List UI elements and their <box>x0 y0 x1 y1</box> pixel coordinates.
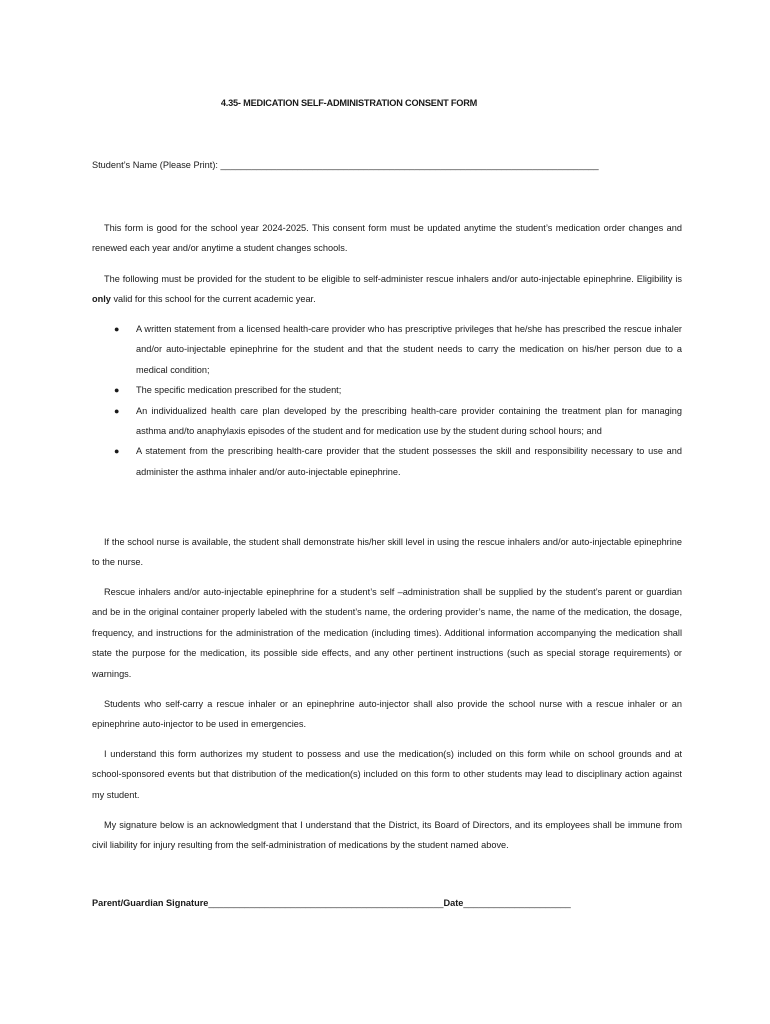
paragraph-authorization <box>92 744 682 805</box>
paragraph-supply-labeling <box>92 582 682 684</box>
bullet-icon: ● <box>114 405 120 416</box>
student-name-field[interactable]: __________________________________________________________________________ <box>220 160 599 170</box>
student-name-label: Student’s Name (Please Print): <box>92 160 218 170</box>
paragraph-eligibility-text-b: valid for this school for the current academic year. <box>110 294 316 305</box>
paragraph-nurse-demonstration-text: If the school nurse is available, the student shall demonstrate his/her skill level in using the rescue inhalers and/or auto-injectable epinephrine to the nurse. <box>92 537 682 568</box>
student-name-line <box>92 160 599 170</box>
paragraph-backup-inhaler <box>92 694 682 735</box>
paragraph-supply-labeling-text: Rescue inhalers and/or auto-injectable epinephrine for a student’s self –administration shall be supplied by the student’s parent or guardian and be in the original container properly labeled with the student’s name, the ordering provider’s name, the name of the medication, the dosage, frequency, and instructions for the administration of the medication (including times). Additional information accompanying the medication shall state the purpose for the medication, its possible side effects, and any other pertinent instructions (such as special storage requirements) or warnings. <box>92 587 682 679</box>
list-item <box>92 401 682 442</box>
paragraph-eligibility <box>92 269 682 310</box>
date-label: Date <box>443 898 464 908</box>
paragraph-authorization-text: I understand this form authorizes my student to possess and use the medication(s) included on this form while on school grounds and at school-sponsored events but that distribution of the medication(s) included on this form to other students may lead to disciplinary action against my student. <box>92 749 682 800</box>
signature-field[interactable]: ______________________________________________ <box>208 898 444 908</box>
paragraph-nurse-demonstration <box>92 532 682 573</box>
paragraph-liability-text: My signature below is an acknowledgment that I understand that the District, its Board of Directors, and its employees shall be immune from civil liability for injury resulting from the self-administration of medications by the student named above. <box>92 820 682 851</box>
paragraph-school-year <box>92 218 682 259</box>
paragraph-backup-inhaler-text: Students who self-carry a rescue inhaler or an epinephrine auto-injector shall also provide the school nurse with a rescue inhaler or an epinephrine auto-injector to be used in emergencies. <box>92 699 682 730</box>
list-item-text: A statement from the prescribing health-care provider that the student possesses the skill and responsibility necessary to use and administer the asthma inhaler and/or auto-injectable epinephrine. <box>136 446 682 477</box>
list-item-text: The specific medication prescribed for the student; <box>136 385 342 396</box>
requirements-list <box>92 319 682 482</box>
paragraph-school-year-text: This form is good for the school year 2024-2025. This consent form must be updated anytime the student’s medication order changes and renewed each year and/or anytime a student changes schools. <box>92 223 682 254</box>
list-item-text: An individualized health care plan developed by the prescribing health-care provider containing the treatment plan for managing asthma and/to anaphylaxis episodes of the student and for medication use by the student during school hours; and <box>136 405 682 437</box>
bullet-icon: ● <box>114 385 120 396</box>
list-item <box>92 319 682 380</box>
signature-line <box>92 898 571 908</box>
paragraph-eligibility-bold: only <box>92 294 111 305</box>
paragraph-eligibility-text-a: The following must be provided for the student to be eligible to self-administer rescue inhalers and/or auto-injectable epinephrine. Eligibility is <box>104 274 682 284</box>
form-title: 4.35- MEDICATION SELF-ADMINISTRATION CONSENT FORM <box>220 98 478 108</box>
bullet-icon: ● <box>114 446 120 457</box>
list-item <box>92 441 682 482</box>
list-item <box>92 380 682 400</box>
bullet-icon: ● <box>114 324 120 334</box>
paragraph-liability <box>92 815 682 856</box>
date-field[interactable]: _____________________ <box>463 898 571 908</box>
list-item-text: A written statement from a licensed health-care provider who has prescriptive privileges that he/she has prescribed the rescue inhaler and/or auto-injectable epinephrine for the student and that the student needs to carry the medication on his/her person due to a medical condition; <box>136 324 682 375</box>
signature-label: Parent/Guardian Signature <box>92 898 209 908</box>
